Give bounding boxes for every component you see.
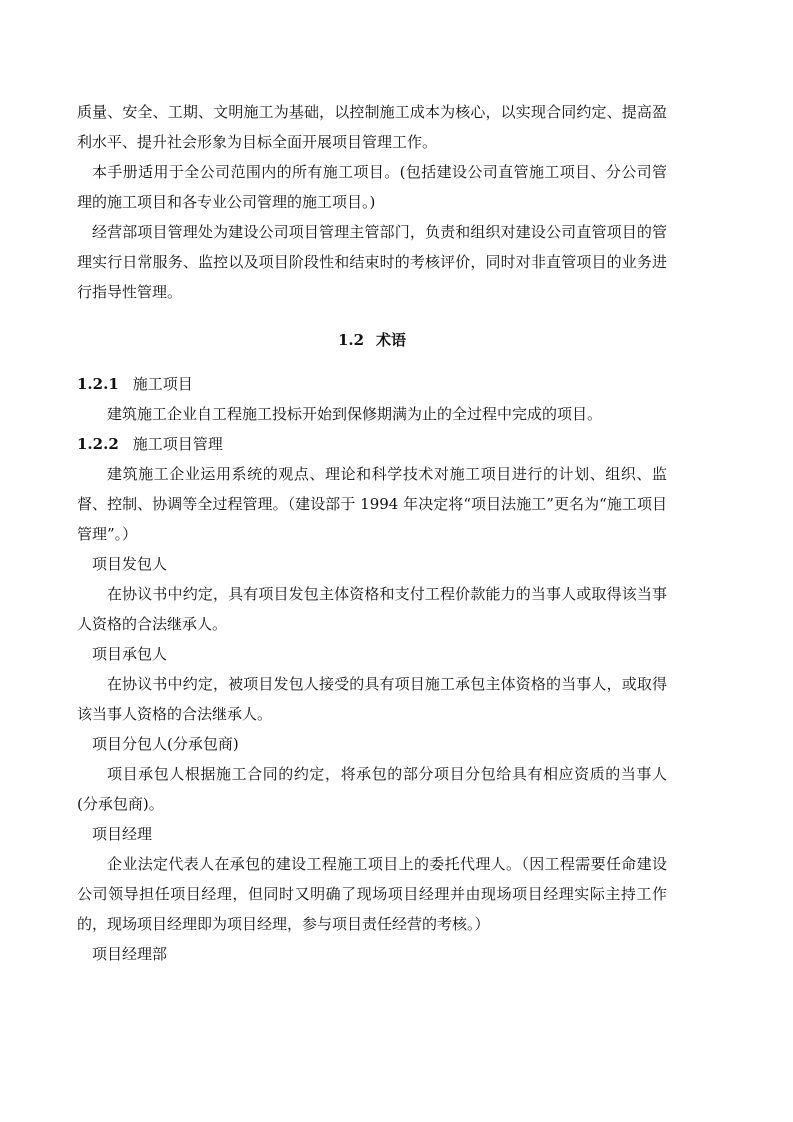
page-content — [77, 97, 667, 969]
term-definition: 项目承包人根据施工合同的约定，将承包的部分项目分包给具有相应资质的当事人(分承包商)。 — [77, 765, 667, 813]
term-heading-project-contractor: 项目承包人 — [92, 645, 168, 663]
term-heading-project-owner: 项目发包人 — [92, 555, 168, 573]
term-heading-construction-project — [77, 369, 667, 399]
term-name: 施工项目 — [132, 375, 193, 393]
term-heading-subcontractor: 项目分包人(分承包商) — [92, 735, 239, 753]
term-name: 施工项目管理 — [132, 435, 223, 453]
term-heading-project-manager: 项目经理 — [92, 825, 153, 843]
term-number: 1.2.2 — [77, 435, 119, 453]
term-definition: 建筑施工企业运用系统的观点、理论和科学技术对施工项目进行的计划、组织、监督、控制、协调等全过程管理。（建设部于 1994 年决定将“项目法施工”更名为“施工项目管理”。） — [77, 465, 667, 543]
section-number: 1.2 — [337, 331, 365, 349]
term-definition: 企业法定代表人在承包的建设工程施工项目上的委托代理人。（因工程需要任命建设公司领导担任项目经理，但同时又明确了现场项目经理并由现场项目经理实际主持工作的，现场项目经理即为项目经理，参与项目责任经营的考核。） — [77, 855, 667, 933]
term-definition: 建筑施工企业自工程施工投标开始到保修期满为止的全过程中完成的项目。 — [107, 405, 603, 423]
term-definition: 在协议书中约定，被项目发包人接受的具有项目施工承包主体资格的当事人，或取得该当事人资格的合法继承人。 — [77, 675, 667, 723]
paragraph-responsibility: 经营部项目管理处为建设公司项目管理主管部门，负责和组织对建设公司直管项目的管理实行日常服务、监控以及项目阶段性和结束时的考核评价，同时对非直管项目的业务进行指导性管理。 — [77, 223, 667, 301]
term-definition: 在协议书中约定，具有项目发包主体资格和支付工程价款能力的当事人或取得该当事人资格的合法继承人。 — [77, 585, 667, 633]
term-heading-project-department: 项目经理部 — [92, 945, 168, 963]
section-heading — [77, 325, 667, 355]
term-heading-project-management — [77, 429, 667, 459]
paragraph-applicability: 本手册适用于全公司范围内的所有施工项目。(包括建设公司直管施工项目、分公司管理的施工项目和各专业公司管理的施工项目。) — [77, 163, 667, 211]
paragraph-scope-basis: 质量、安全、工期、文明施工为基础，以控制施工成本为核心，以实现合同约定、提高盈利水平、提升社会形象为目标全面开展项目管理工作。 — [77, 103, 667, 151]
section-title: 术语 — [376, 331, 407, 349]
term-number: 1.2.1 — [77, 375, 119, 393]
